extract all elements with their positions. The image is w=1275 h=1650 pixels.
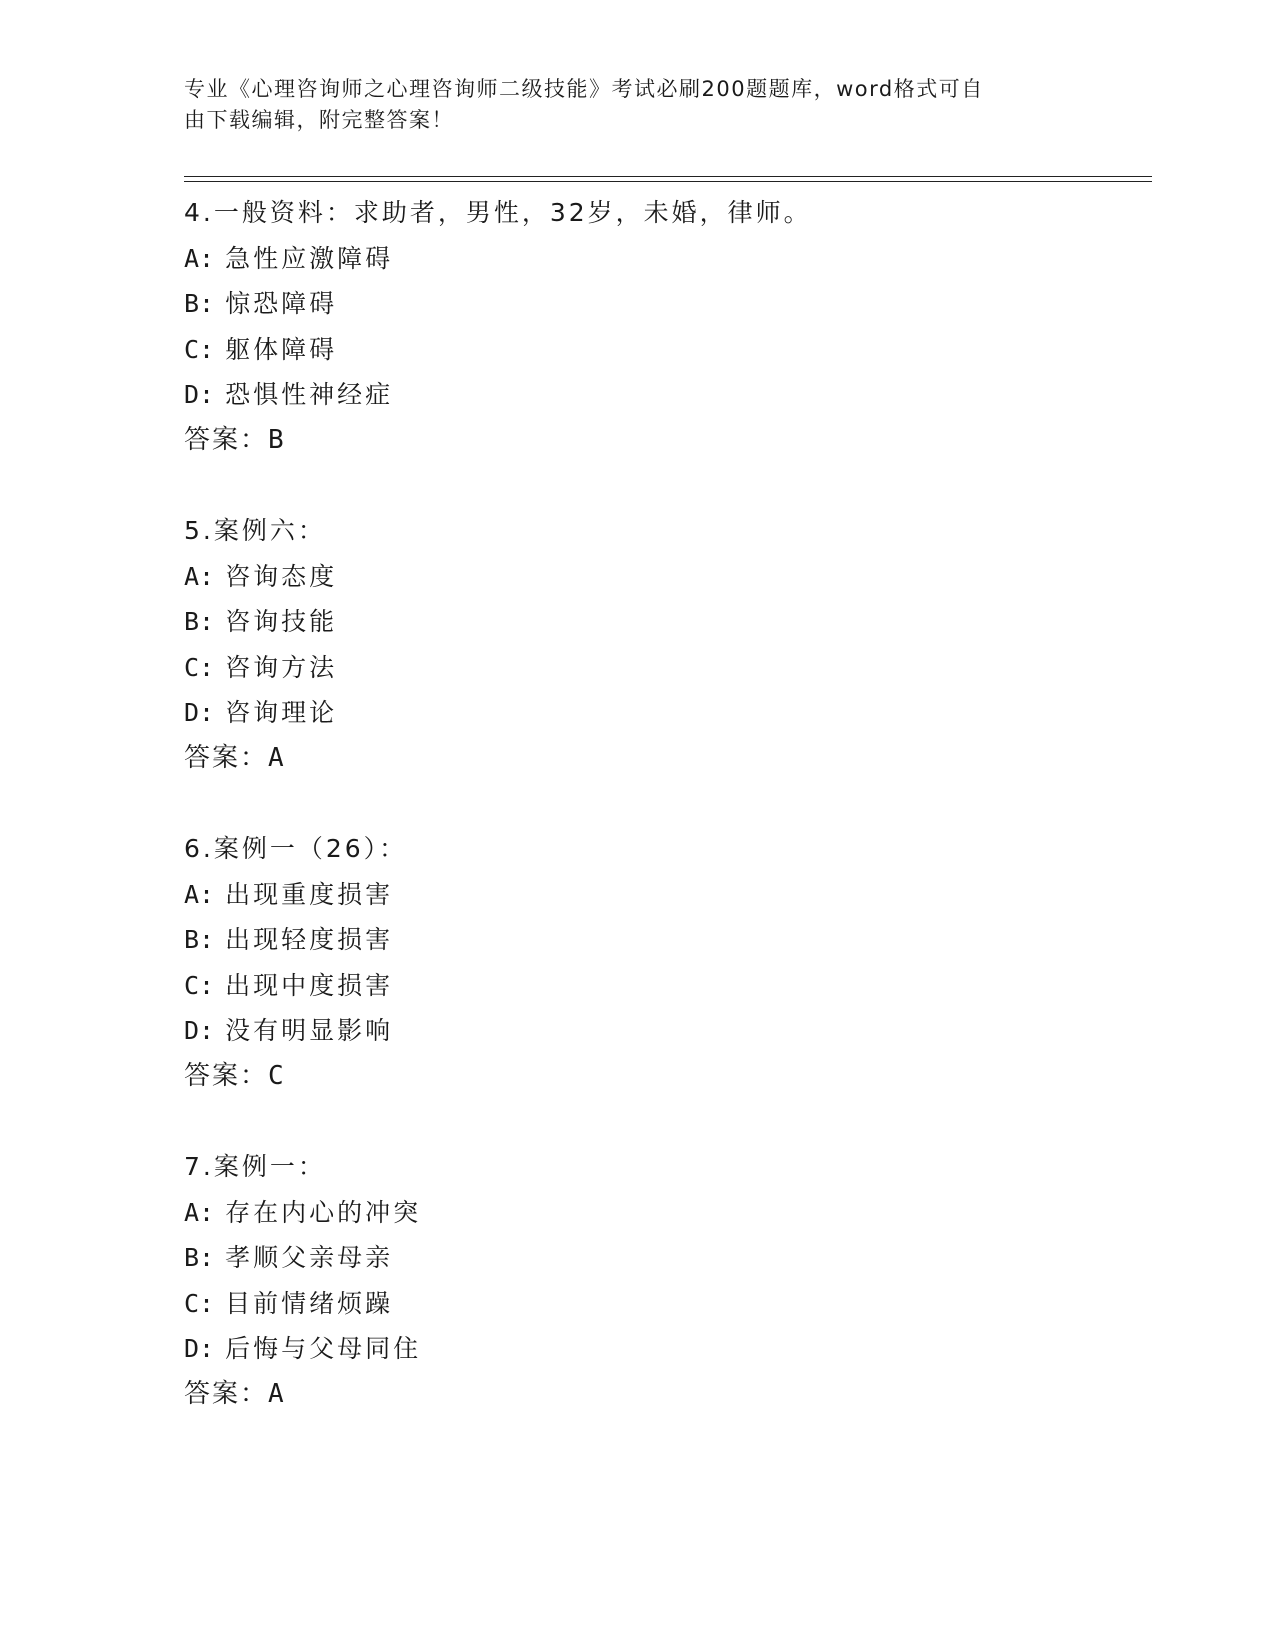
document-intro (184, 74, 1084, 136)
option-a (184, 236, 1144, 282)
option-text: 咨询方法 (225, 652, 338, 682)
option-b (184, 281, 1144, 327)
question-item (184, 1144, 1144, 1417)
option-letter: C: (184, 652, 215, 682)
option-text: 没有明显影响 (225, 1016, 394, 1045)
option-letter: A: (184, 879, 215, 909)
answer-value: A (268, 1378, 284, 1409)
option-b (184, 1235, 1144, 1281)
option-d (184, 1008, 1144, 1054)
option-c (184, 963, 1144, 1009)
option-letter: D: (184, 1016, 215, 1045)
option-text: 后悔与父母同住 (225, 1334, 422, 1363)
option-a (184, 554, 1144, 600)
option-text: 目前情绪烦躁 (225, 1288, 394, 1318)
option-letter: C: (184, 970, 215, 1000)
question-stem: 4.一般资料：求助者，男性，32岁，未婚，律师。 (184, 198, 812, 227)
question-stem: 7.案例一： (184, 1152, 326, 1181)
option-d (184, 372, 1144, 418)
option-text: 躯体障碍 (225, 334, 338, 364)
option-text: 恐惧性神经症 (225, 380, 394, 409)
question-stem: 6.案例一（26）： (184, 834, 408, 863)
header-rule-top (184, 176, 1152, 177)
answer-value: B (268, 424, 284, 455)
question-item (184, 508, 1144, 781)
answer-value: A (268, 742, 284, 773)
option-letter: B: (184, 289, 215, 318)
answer-line (184, 1372, 1144, 1418)
option-b (184, 599, 1144, 645)
option-text: 出现中度损害 (225, 970, 394, 1000)
answer-line (184, 418, 1144, 464)
intro-line-2: 由下载编辑，附完整答案！ (184, 108, 454, 132)
option-d (184, 690, 1144, 736)
option-letter: A: (184, 561, 215, 591)
option-text: 出现轻度损害 (225, 925, 394, 954)
question-list (184, 190, 1144, 1417)
answer-value: C (268, 1060, 284, 1091)
option-text: 惊恐障碍 (225, 289, 338, 318)
option-c (184, 1281, 1144, 1327)
option-text: 咨询技能 (225, 607, 338, 636)
option-a (184, 872, 1144, 918)
option-b (184, 917, 1144, 963)
question-stem: 5.案例六： (184, 516, 326, 545)
option-letter: C: (184, 334, 215, 364)
option-a (184, 1190, 1144, 1236)
option-letter: B: (184, 607, 215, 636)
option-text: 孝顺父亲母亲 (225, 1243, 394, 1272)
option-letter: A: (184, 243, 215, 273)
option-letter: D: (184, 1334, 215, 1363)
option-letter: D: (184, 380, 215, 409)
answer-label: 答案： (184, 742, 269, 773)
header-rule-bottom (184, 181, 1152, 182)
answer-label: 答案： (184, 1378, 269, 1409)
answer-label: 答案： (184, 1060, 269, 1091)
option-letter: C: (184, 1288, 215, 1318)
question-item (184, 826, 1144, 1099)
option-text: 出现重度损害 (225, 879, 394, 909)
option-text: 咨询理论 (225, 698, 338, 727)
option-letter: A: (184, 1197, 215, 1227)
answer-label: 答案： (184, 424, 269, 455)
option-text: 急性应激障碍 (225, 243, 394, 273)
option-text: 存在内心的冲突 (225, 1197, 422, 1227)
option-letter: B: (184, 1243, 215, 1272)
option-letter: B: (184, 925, 215, 954)
answer-line (184, 1054, 1144, 1100)
option-c (184, 645, 1144, 691)
answer-line (184, 736, 1144, 782)
option-d (184, 1326, 1144, 1372)
option-letter: D: (184, 698, 215, 727)
intro-line-1: 专业《心理咨询师之心理咨询师二级技能》考试必刷200题题库，word格式可自 (184, 77, 984, 101)
option-c (184, 327, 1144, 373)
option-text: 咨询态度 (225, 561, 338, 591)
question-item (184, 190, 1144, 463)
